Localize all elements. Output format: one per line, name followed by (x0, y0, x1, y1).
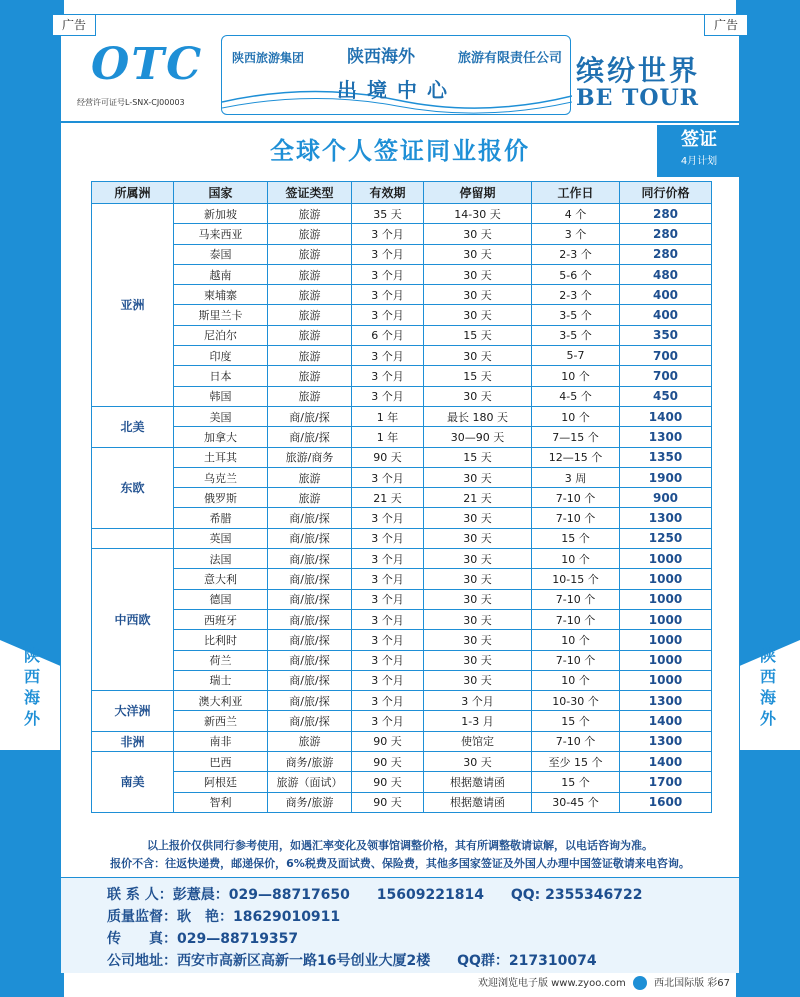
table-cell: 7-10 个 (532, 609, 620, 629)
table-cell: 商/旅/探 (268, 670, 352, 690)
column-header: 停留期 (424, 182, 532, 204)
price-cell: 1000 (620, 609, 712, 629)
table-cell: 15 个 (532, 528, 620, 548)
column-header: 国家 (174, 182, 268, 204)
table-cell: 越南 (174, 264, 268, 284)
table-cell: 马来西亚 (174, 224, 268, 244)
price-cell: 1000 (620, 569, 712, 589)
table-cell: 4-5 个 (532, 386, 620, 406)
table-cell: 智利 (174, 792, 268, 812)
table-cell: 日本 (174, 366, 268, 386)
table-cell: 12—15 个 (532, 447, 620, 467)
price-cell: 1000 (620, 630, 712, 650)
otc-logo: OTC (91, 39, 204, 90)
table-cell: 新西兰 (174, 711, 268, 731)
price-cell: 1600 (620, 792, 712, 812)
table-cell: 30 天 (424, 244, 532, 264)
table-cell: 泰国 (174, 244, 268, 264)
table-row (92, 488, 712, 508)
price-cell: 1900 (620, 467, 712, 487)
table-cell: 90 天 (352, 792, 424, 812)
table-cell: 3 个月 (352, 528, 424, 548)
table-row (92, 691, 712, 711)
contact-label: 联 系 人：彭薏晨：029—88717650 (107, 887, 350, 903)
table-cell: 30 天 (424, 569, 532, 589)
table-cell: 15 天 (424, 366, 532, 386)
table-row (92, 366, 712, 386)
table-cell: 7-10 个 (532, 488, 620, 508)
table-cell: 21 天 (352, 488, 424, 508)
table-row (92, 285, 712, 305)
table-cell: 30 天 (424, 467, 532, 487)
table-cell: 30 天 (424, 609, 532, 629)
table-cell: 30 天 (424, 305, 532, 325)
table-row (92, 528, 712, 548)
table-cell: 10 个 (532, 630, 620, 650)
visa-tag-plan: 4月计划 (680, 156, 718, 167)
header (61, 15, 739, 123)
fax: 传 真：029—88719357 (107, 931, 299, 947)
table-row (92, 731, 712, 751)
side-text-char: 外 (759, 709, 776, 728)
table-row (92, 609, 712, 629)
table-cell: 美国 (174, 406, 268, 426)
table-row (92, 305, 712, 325)
table-cell: 旅游 (268, 285, 352, 305)
footer (60, 973, 740, 995)
table-cell: 旅游 (268, 244, 352, 264)
continent-cell (92, 528, 174, 548)
table-cell: 30 天 (424, 549, 532, 569)
table-cell: 商/旅/探 (268, 711, 352, 731)
table-cell: 7-10 个 (532, 731, 620, 751)
table-row (92, 711, 712, 731)
continent-cell: 中西欧 (92, 549, 174, 691)
table-cell: 商/旅/探 (268, 549, 352, 569)
table-cell: 10 个 (532, 366, 620, 386)
table-cell: 30 天 (424, 650, 532, 670)
footer-logo-icon (633, 976, 647, 990)
price-cell: 700 (620, 366, 712, 386)
table-cell: 商/旅/探 (268, 508, 352, 528)
price-cell: 1000 (620, 549, 712, 569)
table-cell: 使馆定 (424, 731, 532, 751)
side-text-char: 西 (23, 667, 40, 686)
price-cell: 400 (620, 285, 712, 305)
table-cell: 旅游 (268, 264, 352, 284)
table-cell: 乌克兰 (174, 467, 268, 487)
table-cell: 3 周 (532, 467, 620, 487)
table-cell: 3 个月 (424, 691, 532, 711)
table-cell: 14-30 天 (424, 204, 532, 224)
visa-tag (657, 125, 741, 177)
table-cell: 新加坡 (174, 204, 268, 224)
table-row (92, 244, 712, 264)
table-cell: 阿根廷 (174, 772, 268, 792)
price-cell: 1000 (620, 650, 712, 670)
table-cell: 4 个 (532, 204, 620, 224)
table-cell: 印度 (174, 346, 268, 366)
table-row (92, 325, 712, 345)
table-cell: 3 个月 (352, 224, 424, 244)
table-cell: 柬埔寨 (174, 285, 268, 305)
table-cell: 荷兰 (174, 650, 268, 670)
column-header: 签证类型 (268, 182, 352, 204)
table-row (92, 508, 712, 528)
table-cell: 1 年 (352, 406, 424, 426)
table-cell: 30 天 (424, 264, 532, 284)
company-suffix: 旅游有限责任公司 (457, 51, 562, 66)
table-cell: 俄罗斯 (174, 488, 268, 508)
table-cell: 10-30 个 (532, 691, 620, 711)
mobile-number: 15609221814 (376, 887, 484, 903)
table-cell: 最长 180 天 (424, 406, 532, 426)
address-row (107, 950, 619, 970)
table-cell: 30 天 (424, 386, 532, 406)
table-cell: 3 个月 (352, 508, 424, 528)
table-cell: 旅游 (268, 731, 352, 751)
table-row (92, 772, 712, 792)
table-cell: 30 天 (424, 670, 532, 690)
table-cell: 3 个月 (352, 589, 424, 609)
table-row (92, 386, 712, 406)
table-cell: 澳大利亚 (174, 691, 268, 711)
contact-panel (61, 877, 739, 973)
table-row (92, 447, 712, 467)
table-cell: 7-10 个 (532, 589, 620, 609)
table-cell: 旅游（面试） (268, 772, 352, 792)
table-row (92, 752, 712, 772)
table-cell: 旅游 (268, 386, 352, 406)
table-row (92, 427, 712, 447)
table-cell: 商务/旅游 (268, 752, 352, 772)
table-cell: 法国 (174, 549, 268, 569)
table-cell: 15 个 (532, 772, 620, 792)
table-cell: 尼泊尔 (174, 325, 268, 345)
table-cell: 3 个月 (352, 569, 424, 589)
table-cell: 旅游 (268, 305, 352, 325)
table-cell: 商/旅/探 (268, 569, 352, 589)
table-row (92, 792, 712, 812)
main-content (60, 14, 740, 972)
table-cell: 1 年 (352, 427, 424, 447)
quality-label: 质量监督：耿 艳：18629010911 (107, 909, 341, 925)
table-cell: 土耳其 (174, 447, 268, 467)
footer-page: 彩67 (707, 978, 730, 989)
column-header: 同行价格 (620, 182, 712, 204)
price-cell: 1250 (620, 528, 712, 548)
page-title: 全球个人签证同业报价 (270, 137, 530, 165)
price-cell: 450 (620, 386, 712, 406)
table-cell: 7-10 个 (532, 650, 620, 670)
table-row (92, 264, 712, 284)
address: 公司地址：西安市高新区高新一路16号创业大厦2楼 (107, 953, 431, 969)
table-cell: 商/旅/探 (268, 609, 352, 629)
table-cell: 商/旅/探 (268, 406, 352, 426)
table-cell: 10-15 个 (532, 569, 620, 589)
company-name-row (232, 42, 562, 67)
continent-cell: 南美 (92, 752, 174, 813)
group-name: 陕西旅游集团 (232, 51, 305, 65)
table-cell: 3 个月 (352, 467, 424, 487)
footer-edition: 西北国际版 (654, 978, 705, 989)
table-cell: 商务/旅游 (268, 792, 352, 812)
table-cell: 3 个月 (352, 650, 424, 670)
table-cell: 30 天 (424, 508, 532, 528)
table-row (92, 549, 712, 569)
side-text-char: 西 (759, 667, 776, 686)
table-cell: 5-6 个 (532, 264, 620, 284)
outbound-center: 出境中心 (337, 78, 457, 102)
price-cell: 280 (620, 204, 712, 224)
side-text-right (746, 645, 790, 729)
table-cell: 3 个月 (352, 609, 424, 629)
table-cell: 2-3 个 (532, 244, 620, 264)
table-cell: 3-5 个 (532, 305, 620, 325)
column-header: 工作日 (532, 182, 620, 204)
table-cell: 3 个月 (352, 630, 424, 650)
price-note: 以上报价仅供同行参考使用，如遇汇率变化及领事馆调整价格，其有所调整敬请谅解，以电话咨询为准。 (147, 839, 653, 852)
price-cell: 1350 (620, 447, 712, 467)
table-cell: 15 个 (532, 711, 620, 731)
table-cell: 商/旅/探 (268, 650, 352, 670)
table-cell: 10 个 (532, 406, 620, 426)
table-cell: 10 个 (532, 549, 620, 569)
table-row (92, 630, 712, 650)
price-cell: 1400 (620, 752, 712, 772)
table-cell: 3 个月 (352, 346, 424, 366)
brand-en: BE TOUR (576, 85, 700, 111)
table-cell: 30-45 个 (532, 792, 620, 812)
price-cell: 1300 (620, 508, 712, 528)
table-cell: 6 个月 (352, 325, 424, 345)
table-cell: 巴西 (174, 752, 268, 772)
table-cell: 90 天 (352, 752, 424, 772)
table-cell: 旅游 (268, 346, 352, 366)
table-row (92, 569, 712, 589)
table-cell: 旅游 (268, 325, 352, 345)
table-cell: 15 天 (424, 447, 532, 467)
table-cell: 根据邀请函 (424, 772, 532, 792)
table-cell: 西班牙 (174, 609, 268, 629)
table-cell: 30—90 天 (424, 427, 532, 447)
table-cell: 1-3 月 (424, 711, 532, 731)
price-cell: 1700 (620, 772, 712, 792)
table-cell: 2-3 个 (532, 285, 620, 305)
price-cell: 700 (620, 346, 712, 366)
table-row (92, 467, 712, 487)
price-cell: 1000 (620, 670, 712, 690)
company-name-big: 陕西海外 (347, 47, 415, 67)
table-cell: 德国 (174, 589, 268, 609)
price-cell: 400 (620, 305, 712, 325)
table-cell: 比利时 (174, 630, 268, 650)
price-cell: 1400 (620, 711, 712, 731)
table-cell: 3 个 (532, 224, 620, 244)
continent-cell: 北美 (92, 406, 174, 447)
table-cell: 商/旅/探 (268, 589, 352, 609)
table-cell: 商/旅/探 (268, 528, 352, 548)
table-cell: 3 个月 (352, 264, 424, 284)
table-row (92, 406, 712, 426)
table-cell: 加拿大 (174, 427, 268, 447)
price-cell: 1400 (620, 406, 712, 426)
table-row (92, 670, 712, 690)
table-cell: 希腊 (174, 508, 268, 528)
table-cell: 7—15 个 (532, 427, 620, 447)
footer-text: 欢迎浏览电子版 www.zyoo.com (477, 978, 626, 989)
continent-cell: 大洋洲 (92, 691, 174, 732)
visa-price-table (91, 181, 712, 813)
table-cell: 南非 (174, 731, 268, 751)
table-cell: 3-5 个 (532, 325, 620, 345)
continent-cell: 非洲 (92, 731, 174, 751)
table-cell: 3 个月 (352, 285, 424, 305)
table-cell: 35 天 (352, 204, 424, 224)
table-cell: 旅游 (268, 467, 352, 487)
table-cell: 3 个月 (352, 549, 424, 569)
price-cell: 280 (620, 224, 712, 244)
continent-cell: 东欧 (92, 447, 174, 528)
table-cell: 21 天 (424, 488, 532, 508)
price-cell: 1300 (620, 731, 712, 751)
side-text-left (10, 645, 54, 729)
table-cell: 15 天 (424, 325, 532, 345)
table-header-row (92, 182, 712, 204)
left-blue-border (0, 0, 64, 997)
price-cell: 1300 (620, 691, 712, 711)
table-cell: 30 天 (424, 752, 532, 772)
side-text-char: 陕 (759, 646, 776, 665)
quality-row (107, 906, 362, 926)
table-cell: 3 个月 (352, 244, 424, 264)
brand-cn: 缤纷世界 (576, 54, 701, 87)
table-cell: 5-7 (532, 346, 620, 366)
right-blue-border (736, 0, 800, 997)
table-cell: 旅游 (268, 488, 352, 508)
table-cell: 30 天 (424, 528, 532, 548)
side-text-char: 陕 (23, 646, 40, 665)
table-cell: 3 个月 (352, 670, 424, 690)
continent-cell: 亚洲 (92, 204, 174, 407)
table-row (92, 204, 712, 224)
table-cell: 90 天 (352, 731, 424, 751)
license-number: 经营许可证号L-SNX-CJ00003 (77, 98, 185, 107)
visa-tag-label: 签证 (681, 129, 717, 150)
table-cell: 至少 15 个 (532, 752, 620, 772)
table-cell: 英国 (174, 528, 268, 548)
company-box (221, 35, 571, 115)
table-cell: 旅游/商务 (268, 447, 352, 467)
price-cell: 1300 (620, 427, 712, 447)
table-cell: 3 个月 (352, 691, 424, 711)
table-cell: 根据邀请函 (424, 792, 532, 812)
fax-row (107, 928, 320, 948)
table-cell: 旅游 (268, 224, 352, 244)
price-exclusion-note: 报价不含：往返快递费，邮递保价，6%税费及面试费、保险费，其他多国家签证及外国人办理中国签证敬请来电咨询。 (110, 857, 690, 870)
qq-number: QQ: 2355346722 (510, 887, 643, 903)
ad-label-right: 广告 (704, 14, 748, 36)
table-cell: 3 个月 (352, 366, 424, 386)
table-cell: 90 天 (352, 772, 424, 792)
table-cell: 10 个 (532, 670, 620, 690)
table-body (92, 204, 712, 813)
price-cell: 350 (620, 325, 712, 345)
table-cell: 3 个月 (352, 386, 424, 406)
ad-label-left: 广告 (52, 14, 96, 36)
side-text-char: 海 (759, 688, 776, 707)
table-row (92, 589, 712, 609)
table-cell: 7-10 个 (532, 508, 620, 528)
table-cell: 30 天 (424, 630, 532, 650)
column-header: 所属洲 (92, 182, 174, 204)
price-cell: 280 (620, 244, 712, 264)
side-text-char: 外 (23, 709, 40, 728)
table-cell: 意大利 (174, 569, 268, 589)
qq-group: QQ群：217310074 (457, 953, 597, 969)
table-cell: 90 天 (352, 447, 424, 467)
table-row (92, 224, 712, 244)
table-cell: 瑞士 (174, 670, 268, 690)
table-cell: 商/旅/探 (268, 630, 352, 650)
table-row (92, 650, 712, 670)
table-cell: 30 天 (424, 589, 532, 609)
table-cell: 商/旅/探 (268, 691, 352, 711)
column-header: 有效期 (352, 182, 424, 204)
price-cell: 1000 (620, 589, 712, 609)
table-cell: 30 天 (424, 285, 532, 305)
side-text-char: 海 (23, 688, 40, 707)
table-cell: 30 天 (424, 346, 532, 366)
price-cell: 480 (620, 264, 712, 284)
table-cell: 旅游 (268, 204, 352, 224)
table-cell: 韩国 (174, 386, 268, 406)
table-cell: 斯里兰卡 (174, 305, 268, 325)
table-cell: 3 个月 (352, 305, 424, 325)
table-row (92, 346, 712, 366)
table-cell: 商/旅/探 (268, 427, 352, 447)
table-cell: 3 个月 (352, 711, 424, 731)
table-cell: 30 天 (424, 224, 532, 244)
table-cell: 旅游 (268, 366, 352, 386)
price-cell: 900 (620, 488, 712, 508)
contact-row (107, 884, 665, 904)
